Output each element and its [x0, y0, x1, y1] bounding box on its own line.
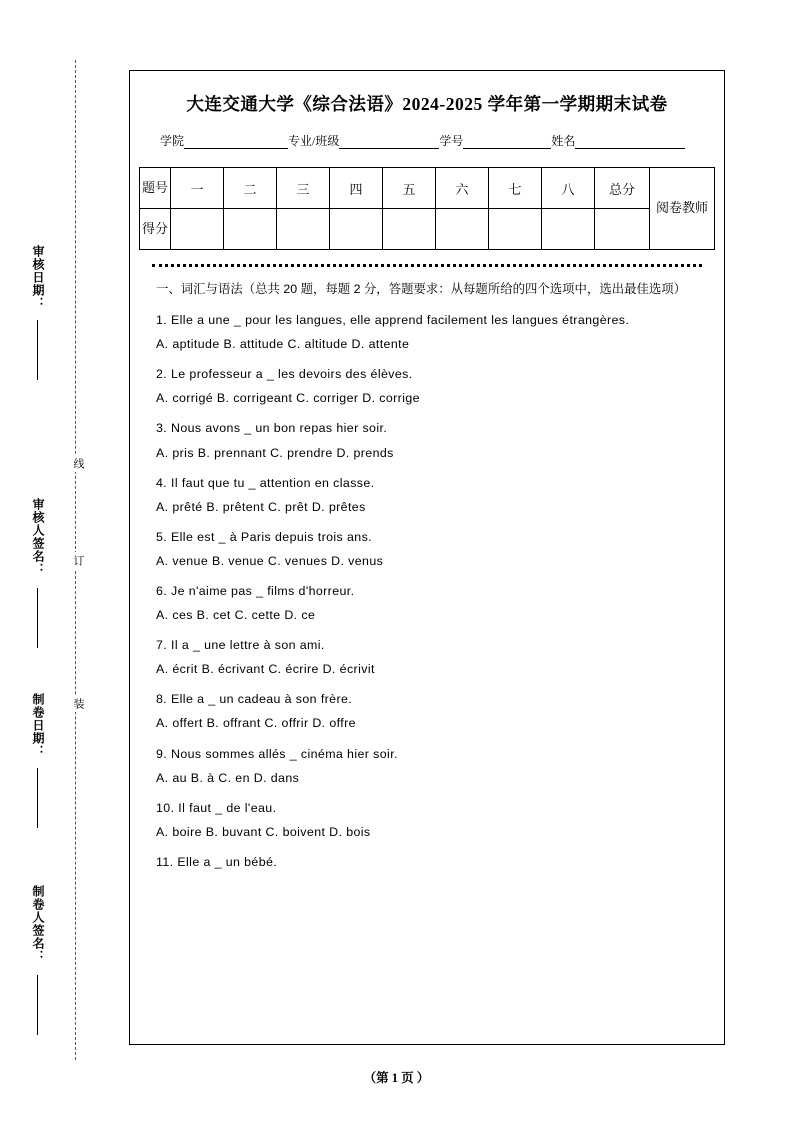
question-options-8: A. offert B. offrant C. offrir D. offre	[156, 716, 356, 731]
review-date-rule	[37, 320, 38, 380]
question-options-9: A. au B. à C. en D. dans	[156, 770, 300, 785]
question-options-3: A. pris B. prennant C. prendre D. prends	[156, 445, 394, 460]
college-label: 学院	[160, 134, 185, 148]
major-class-label: 专业/班级	[288, 134, 340, 148]
page-footer: （第 1 页 ）	[363, 1071, 430, 1085]
major-class-input[interactable]	[339, 135, 439, 149]
question-options-7: A. écrit B. écrivant C. écrire D. écrivit	[156, 662, 375, 677]
question-stem-7: 7. Il a _ une lettre à son ami.	[156, 638, 325, 653]
question-stem-11: 11. Elle a _ un bébé.	[156, 854, 278, 869]
question-options-1: A. aptitude B. attitude C. altitude D. attente	[156, 337, 410, 352]
question-stem-4: 4. Il faut que tu _ attention en classe.	[156, 475, 375, 490]
score-cell-2[interactable]	[224, 209, 277, 250]
question-stem-5: 5. Elle est _ à Paris depuis trois ans.	[156, 529, 373, 544]
page-title: 大连交通大学《综合法语》2024‑2025 学年第一学期期末试卷	[186, 94, 668, 114]
score-cell-7[interactable]	[489, 209, 542, 250]
paper-date-label: 制卷日期：	[31, 693, 45, 758]
score-table-wrapper	[130, 167, 724, 250]
seal-line-label: 装	[70, 695, 86, 712]
col-head-4: 四	[330, 168, 383, 209]
student-id-input[interactable]	[463, 135, 551, 149]
row-header-question-number: 题号	[140, 168, 171, 209]
exam-content	[130, 267, 724, 872]
question-stem-3: 3. Nous avons _ un bon repas hier soir.	[156, 421, 388, 436]
section-heading: 一、词汇与语法（总共 20 题，每题 2 分，答题要求：从每题所给的四个选项中，选出最佳选项）	[156, 282, 687, 296]
col-head-2: 二	[224, 168, 277, 209]
question-stem-10: 10. Il faut _ de l'eau.	[156, 800, 277, 815]
question-stem-1: 1. Elle a une _ pour les langues, elle apprend facilement les langues étrangères.	[156, 313, 630, 328]
question-stem-9: 9. Nous sommes allés _ cinéma hier soir.	[156, 746, 398, 761]
left-margin-annotations	[0, 0, 128, 1122]
name-input[interactable]	[575, 135, 685, 149]
review-signature-label: 审核人签名：	[31, 498, 45, 576]
exam-paper	[129, 70, 725, 1045]
col-head-6: 六	[436, 168, 489, 209]
score-cell-1[interactable]	[171, 209, 224, 250]
student-info-line	[130, 132, 724, 149]
student-id-label: 学号	[439, 134, 464, 148]
bind-line-label: 订	[70, 552, 86, 569]
score-cell-8[interactable]	[542, 209, 595, 250]
question-stem-2: 2. Le professeur a _ les devoirs des élèves.	[156, 367, 413, 382]
fold-line-label: 线	[70, 455, 86, 472]
col-head-1: 一	[171, 168, 224, 209]
score-cell-total[interactable]	[595, 209, 650, 250]
col-head-teacher: 阅卷教师	[650, 168, 715, 250]
question-options-4: A. prêté B. prêtent C. prêt D. prêtes	[156, 499, 366, 514]
paper-signature-rule	[37, 975, 38, 1035]
review-signature-rule	[37, 588, 38, 648]
score-cell-4[interactable]	[330, 209, 383, 250]
table-row-question-numbers	[140, 168, 715, 209]
col-head-7: 七	[489, 168, 542, 209]
row-header-score: 得分	[140, 209, 171, 250]
col-head-5: 五	[383, 168, 436, 209]
question-stem-8: 8. Elle a _ un cadeau à son frère.	[156, 692, 353, 707]
col-head-total: 总分	[595, 168, 650, 209]
question-options-2: A. corrigé B. corrigeant C. corriger D. corrige	[156, 391, 420, 406]
score-cell-5[interactable]	[383, 209, 436, 250]
col-head-3: 三	[277, 168, 330, 209]
col-head-8: 八	[542, 168, 595, 209]
question-options-6: A. ces B. cet C. cette D. ce	[156, 608, 316, 623]
review-date-label: 审核日期：	[31, 245, 45, 310]
college-input[interactable]	[184, 135, 288, 149]
score-table	[139, 167, 715, 250]
question-options-5: A. venue B. venue C. venues D. venus	[156, 553, 384, 568]
name-label: 姓名	[551, 134, 576, 148]
question-stem-6: 6. Je n'aime pas _ films d'horreur.	[156, 584, 355, 599]
question-options-10: A. boire B. buvant C. boivent D. bois	[156, 824, 371, 839]
score-cell-6[interactable]	[436, 209, 489, 250]
paper-signature-label: 制卷人签名：	[31, 885, 45, 963]
table-row-scores	[140, 209, 715, 250]
paper-date-rule	[37, 768, 38, 828]
score-cell-3[interactable]	[277, 209, 330, 250]
